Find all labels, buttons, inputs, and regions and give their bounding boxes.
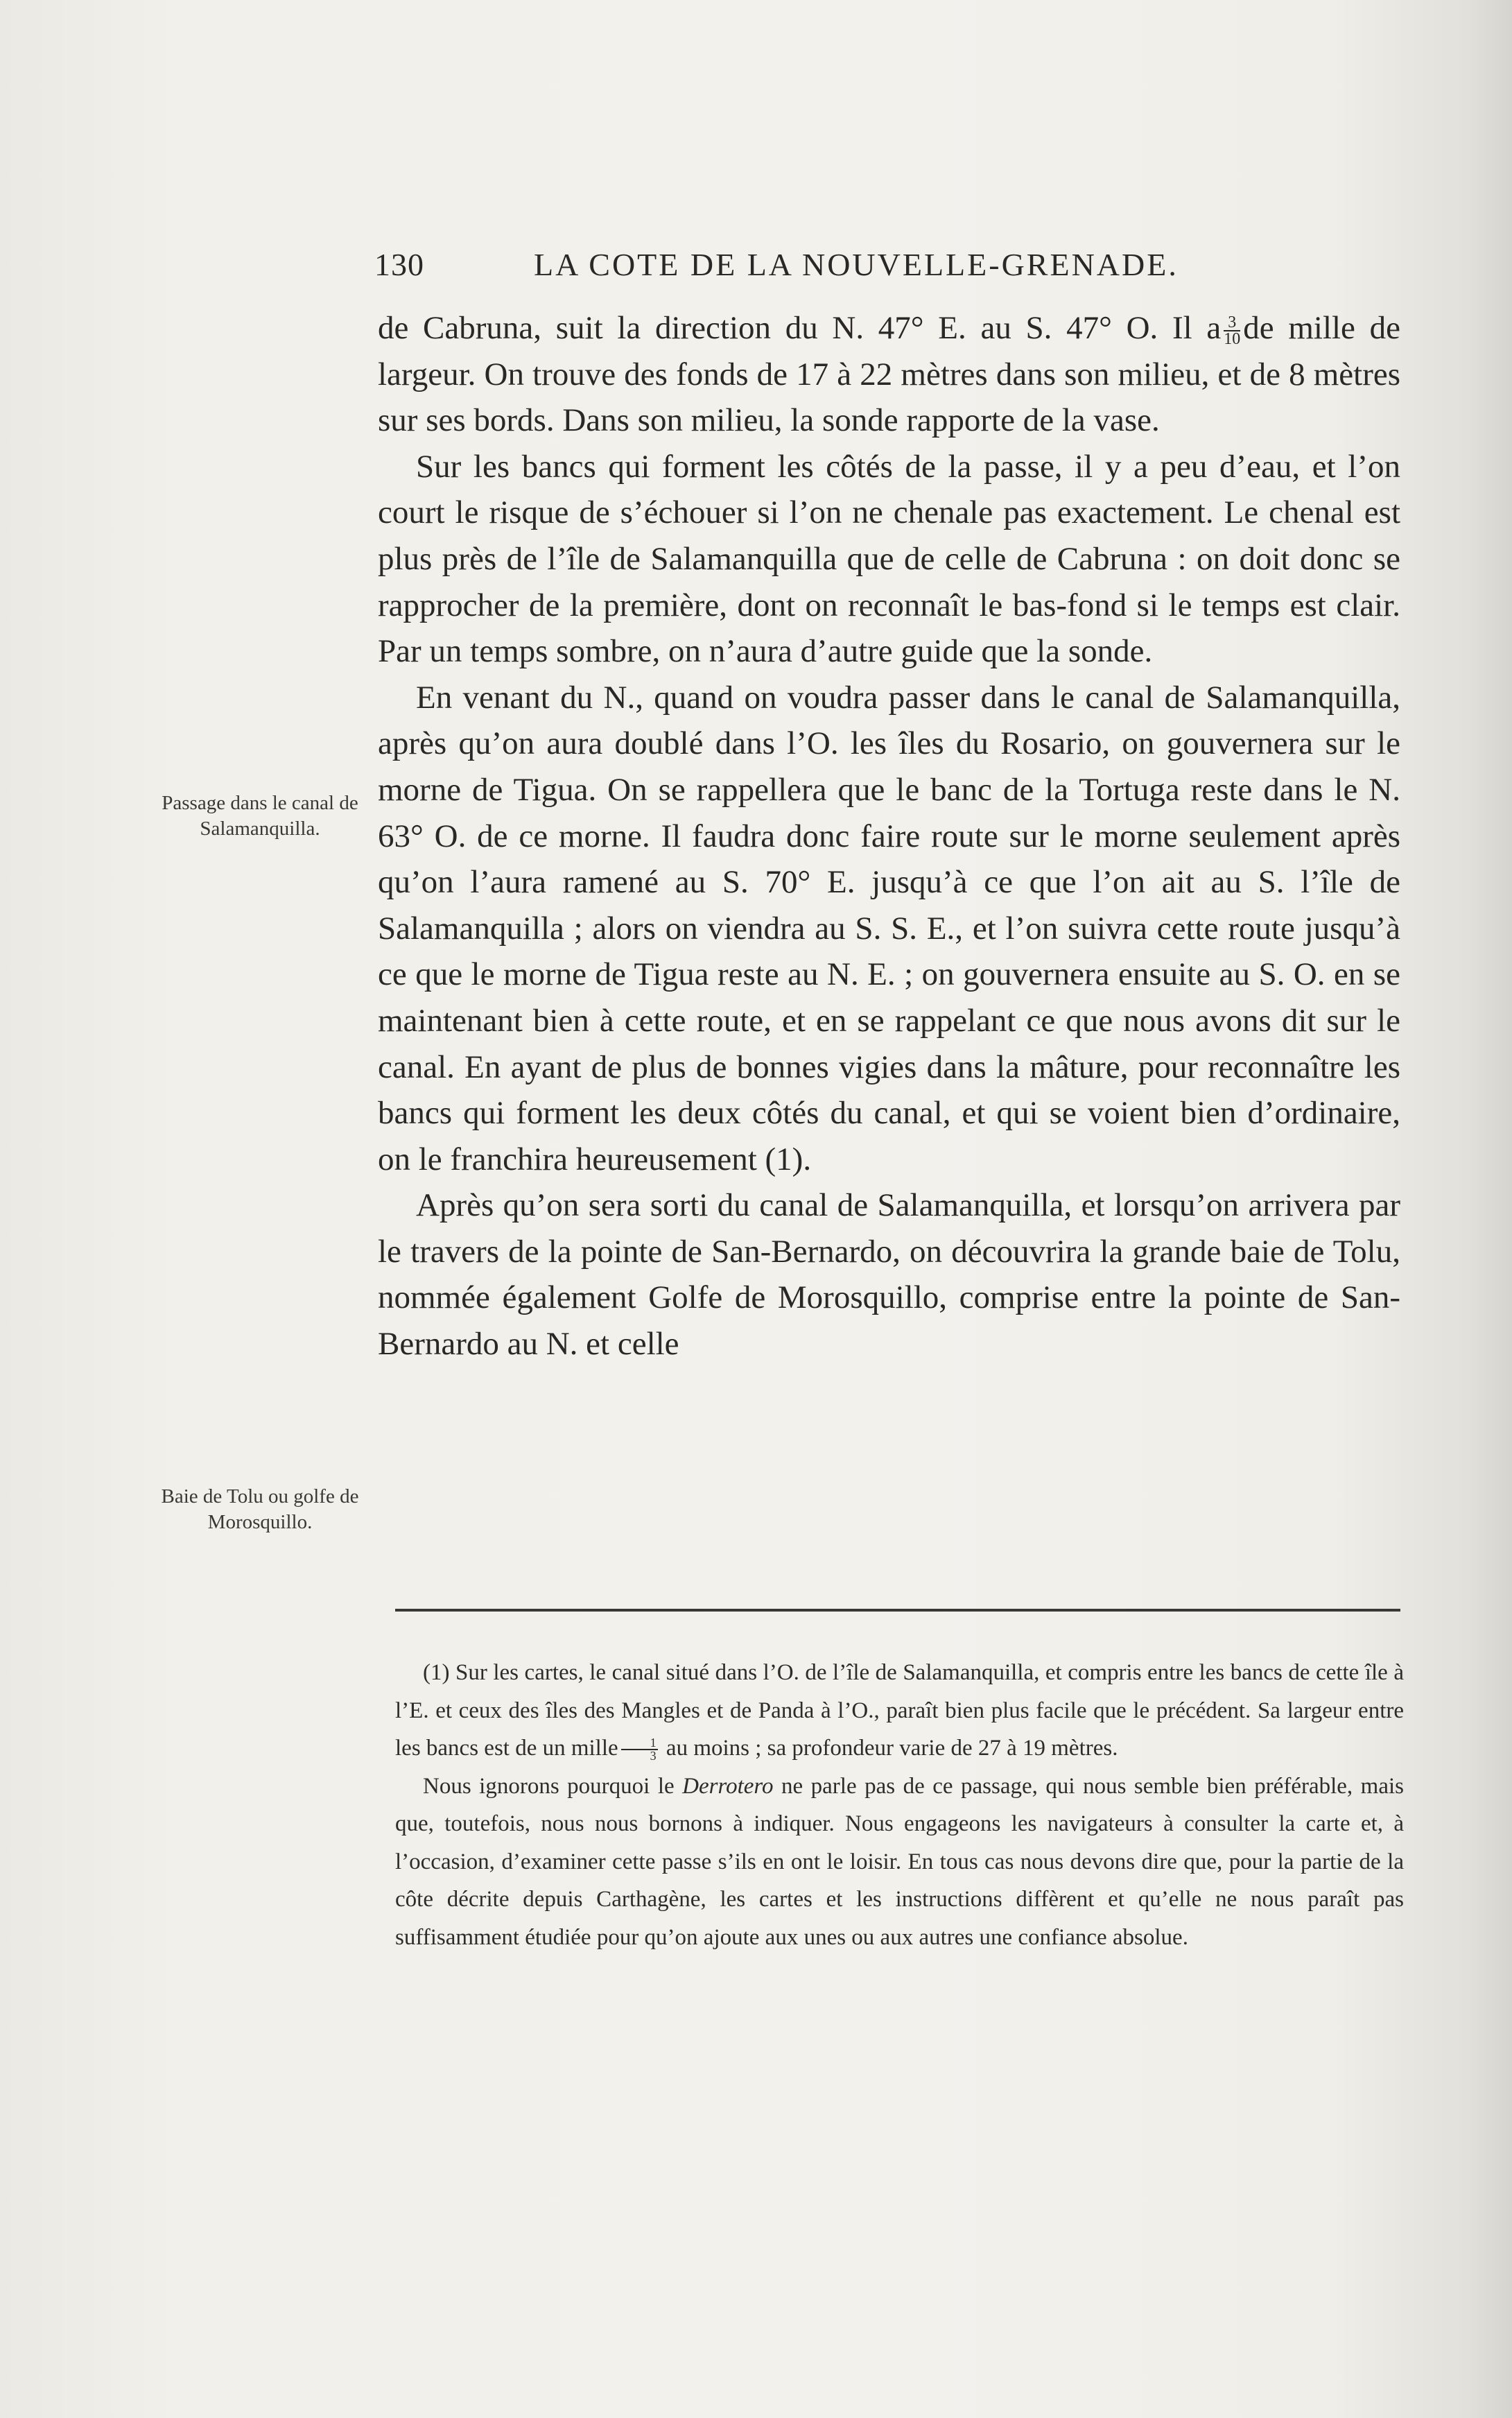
fraction-denominator: 10	[1224, 330, 1241, 349]
margin-note-tolu: Baie de Tolu ou golfe de Morosquillo.	[161, 1485, 359, 1533]
footnote-rule	[395, 1609, 1400, 1612]
paragraph-1-start: de Cabruna, suit la direction du N. 47° E. au S. 47° O. Il a	[378, 310, 1222, 346]
footnote-2	[395, 1768, 1404, 1957]
footnotes	[395, 1654, 1404, 1956]
paragraph-2: Sur les bancs qui forment les côtés de la passe, il y a peu d’eau, et l’on court le risque de s’échouer si l’on ne chenale pas exactement. Le chenal est plus près de l’île de Salamanquilla que de celle de Cabruna : on doit donc se rapprocher de la première, dont on reconnaît le bas-fond si le temps est clair. Par un temps sombre, on n’aura d’autre guide que la sonde.	[378, 448, 1400, 670]
body-text	[378, 305, 1400, 1367]
footnote-2-end: ne parle pas de ce passage, qui nous semble bien préférable, mais que, toutefois, nous nous bornons à indiquer. Nous engageons les navigateurs à consulter la carte et, à l’occasion, d’examiner cette passe s’ils en ont le loisir. En tous cas nous devons dire que, pour la partie de la côte décrite depuis Carthagène, les cartes et les instructions diffèrent et qu’elle ne nous paraît pas suffisamment étudiée pour qu’on ajoute aux unes ou aux autres une confiance absolue.	[395, 1773, 1404, 1950]
footnote-1	[395, 1654, 1404, 1768]
paragraph-1	[378, 305, 1400, 444]
fraction-numerator: 3	[1224, 315, 1240, 331]
footnote-2-italic: Derrotero	[682, 1773, 774, 1799]
footnote-fraction-denominator: 3	[650, 1749, 657, 1763]
fraction	[1224, 315, 1240, 347]
paragraph-1-end: de mille de largeur. On trouve des fonds de 17 à 22 mètres dans son milieu, et de 8 mètres sur ses bords. Dans son milieu, la sonde rapporte de la vase.	[378, 310, 1400, 439]
margin-note-salamanquilla: Passage dans le canal de Salamanquilla.	[162, 792, 358, 840]
footnote-1-start: (1) Sur les cartes, le canal situé dans l’O. de l’île de Salamanquilla, et compris entre les bancs de cette île à l’E. et ceux des îles des Mangles et de Panda à l’O., paraît bien plus facile que le précédent. Sa largeur entre les bancs est de un mille	[395, 1660, 1404, 1761]
footnote-1-end: au moins ; sa profondeur varie de 27 à 19 mètres.	[666, 1736, 1118, 1761]
paragraph-4: Après qu’on sera sorti du canal de Salamanquilla, et lorsqu’on arrivera par le travers de la pointe de San-Bernardo, on découvrira la grande baie de Tolu, nommée également Golfe de Morosquillo, comprise entre la pointe de San-Bernardo au N. et celle	[378, 1187, 1400, 1363]
footnote-fraction	[621, 1737, 658, 1762]
page-number: 130	[374, 247, 424, 282]
running-title: LA COTE DE LA NOUVELLE-GRENADE.	[534, 247, 1179, 282]
footnote-2-start: Nous ignorons pourquoi le	[423, 1773, 675, 1799]
paragraph-3: En venant du N., quand on voudra passer dans le canal de Salamanquilla, après qu’on aura doublé dans l’O. les îles du Rosario, on gouvernera sur le morne de Tigua. On se rappellera que le banc de la Tortuga reste dans le N. 63° O. de ce morne. Il faudra donc faire route sur le morne seulement après qu’on l’aura ramené au S. 70° E. jusqu’à ce que l’on ait au S. l’île de Salamanquilla ; alors on viendra au S. S. E., et l’on suivra cette route jusqu’à ce que le morne de Tigua reste au N. E. ; on gouvernera ensuite au S. O. en se maintenant bien à cette route, et en se rappelant ce que nous avons dit sur le canal. En ayant de plus de bonnes vigies dans la mâture, pour reconnaître les bancs qui forment les deux côtés du canal, et qui se voient bien d’ordinaire, on le franchira heureusement (1).	[378, 679, 1400, 1177]
running-head	[374, 246, 1400, 295]
footnote-fraction-numerator: 1	[621, 1737, 658, 1750]
